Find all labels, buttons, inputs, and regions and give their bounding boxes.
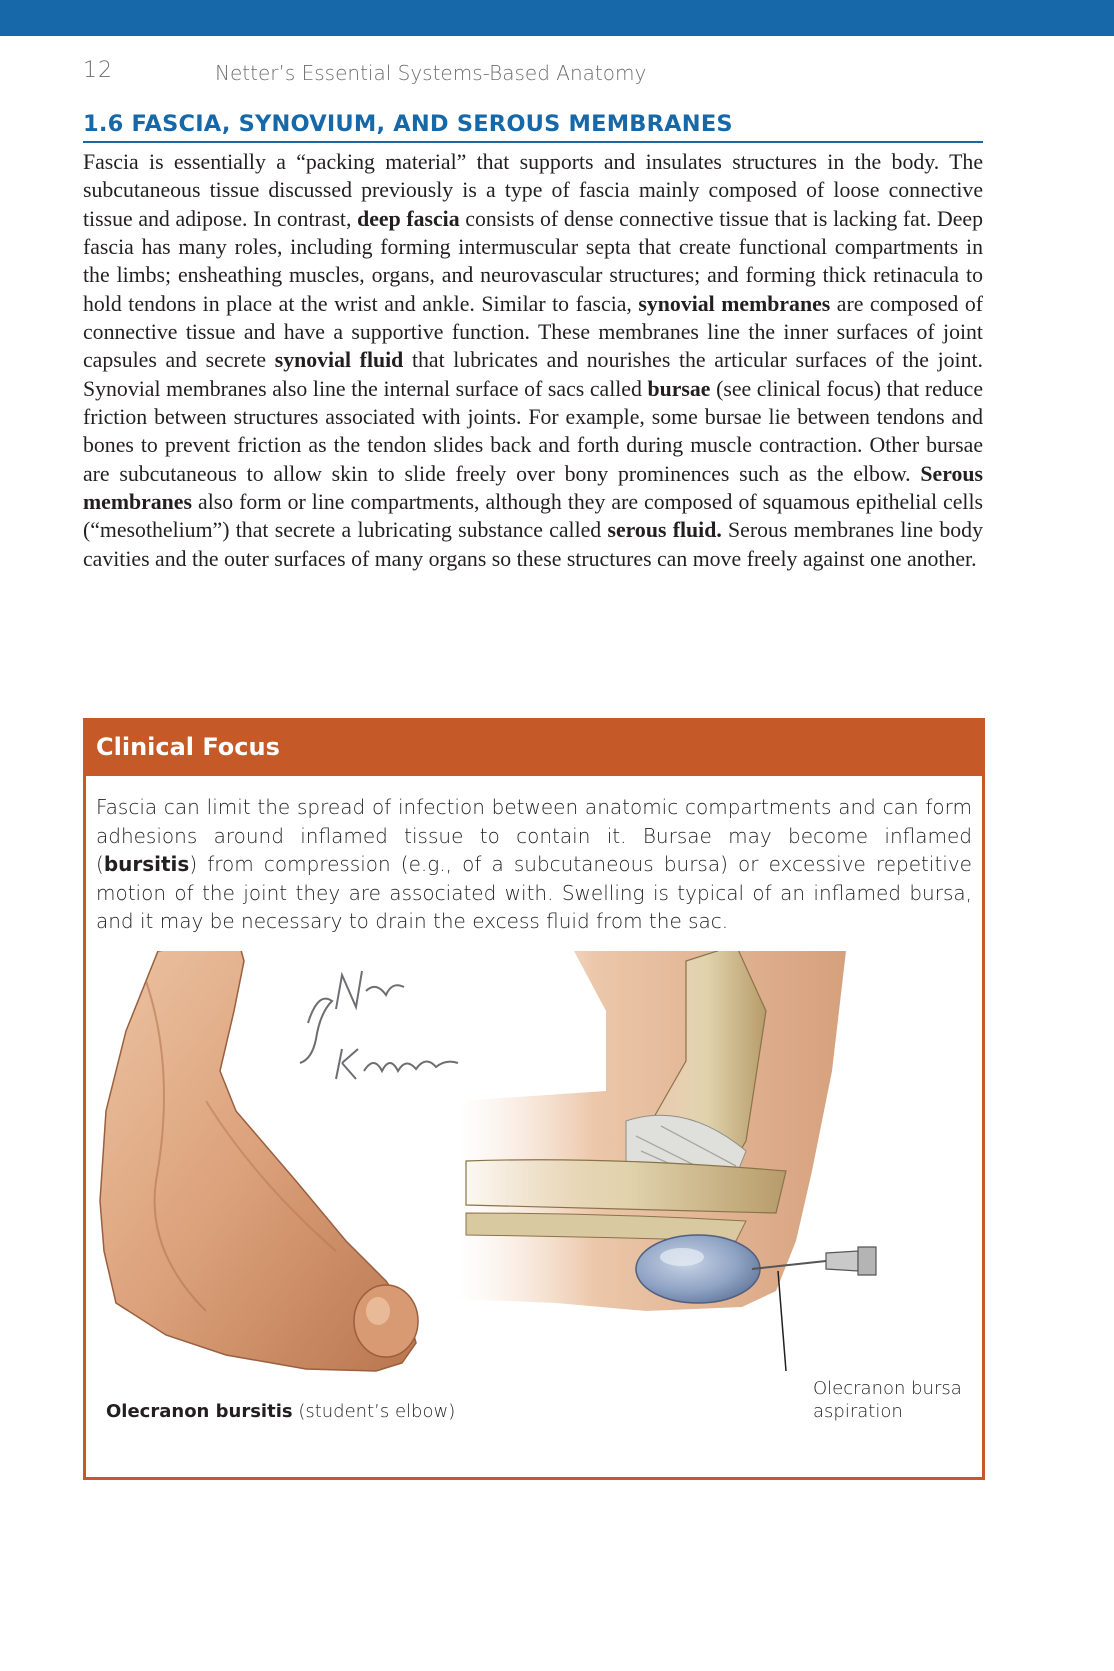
running-header (83, 58, 1034, 92)
clinical-focus-header (86, 721, 982, 776)
flexed-elbow-drawing (100, 951, 418, 1371)
dissected-elbow-drawing (458, 951, 876, 1371)
term-serous-membranes: Serous membranes (83, 461, 983, 515)
body-text-run: that lubricates and nourishes the articular surfaces of the joint. Synovial membranes also line the internal surface of sacs called (83, 348, 984, 401)
body-text-run: Serous membranes line body cavities and the outer surfaces of many organs so these structures can move freely against one another. (83, 518, 983, 571)
book-title: Netter’s Essential Systems-Based Anatomy (215, 61, 647, 85)
term-bursitis: bursitis (103, 852, 190, 876)
body-text-run: (see clinical focus) that reduce friction between structures associated with joints. For example, some bursae lie between tendons and bones to prevent friction as the tendon slides back and forth during muscle contraction. Other bursae are subcutaneous to allow skin to slide freely over bony prominences such as the elbow. (83, 376, 984, 486)
clinical-focus-body (96, 793, 972, 936)
term-bursae: bursae (647, 376, 711, 401)
section-body (83, 148, 983, 573)
olecranon-bursitis-figure (86, 951, 982, 1477)
body-paragraph (83, 148, 983, 573)
body-text-run: Fascia is essentially a “packing material” that supports and insulates structures in the body. The subcutaneous tissue discussed previously is a type of fascia mainly composed of loose connective tissue and adipose. In contrast, (83, 150, 983, 231)
term-serous-fluid: serous fluid. (607, 518, 722, 543)
body-text-run: consists of dense connective tissue that is lacking fat. Deep fascia has many roles, including forming intermuscular septa that create functional compartments in the limbs; ensheathing muscles, organs, and neurovascular structures; and forming thick retinacula to hold tendons in place at the wrist and ankle. Similar to fascia, (83, 206, 983, 316)
clinical-paragraph (96, 793, 972, 936)
artist-signatures (300, 971, 458, 1079)
clinical-focus-title: Clinical Focus (96, 733, 280, 761)
term-deep-fascia: deep fascia (357, 206, 460, 231)
caption-term-olecranon-bursitis: Olecranon bursitis (106, 1401, 293, 1422)
heading-rule (83, 141, 983, 143)
figure-caption-right (813, 1377, 973, 1423)
body-text-run: also form or line compartments, although they are composed of squamous epithelial cells (“mesothelium”) that secrete a lubricating substance called (83, 490, 983, 543)
caption-right-line-2: aspiration (813, 1401, 903, 1422)
term-synovial-membranes: synovial membranes (638, 291, 831, 316)
term-synovial-fluid: synovial fluid (274, 348, 404, 373)
section-heading: 1.6 FASCIA, SYNOVIUM, AND SEROUS MEMBRANES (83, 111, 733, 137)
top-color-bar (0, 0, 1114, 36)
figure-caption-left (106, 1401, 455, 1422)
clinical-focus-box (83, 718, 985, 1480)
page-number: 12 (83, 58, 113, 83)
caption-right-line-1: Olecranon bursa (813, 1378, 962, 1399)
clinical-text-run: Fascia can limit the spread of infection between anatomic compartments and can form adhesions around inflamed tissue to contain it. Bursae may become inflamed ( (96, 795, 972, 876)
clinical-text-run: ) from compression (e.g., of a subcutaneous bursa) or excessive repetitive motion of the joint they are associated with. Swelling is typical of an inflamed bursa, and it may be necessary to drain the excess fluid from the sac. (96, 852, 972, 933)
body-text-run: are composed of connective tissue and have a supportive function. These membranes line the inner surfaces of joint capsules and secrete (83, 291, 983, 373)
caption-left-rest: (student’s elbow) (292, 1401, 456, 1422)
